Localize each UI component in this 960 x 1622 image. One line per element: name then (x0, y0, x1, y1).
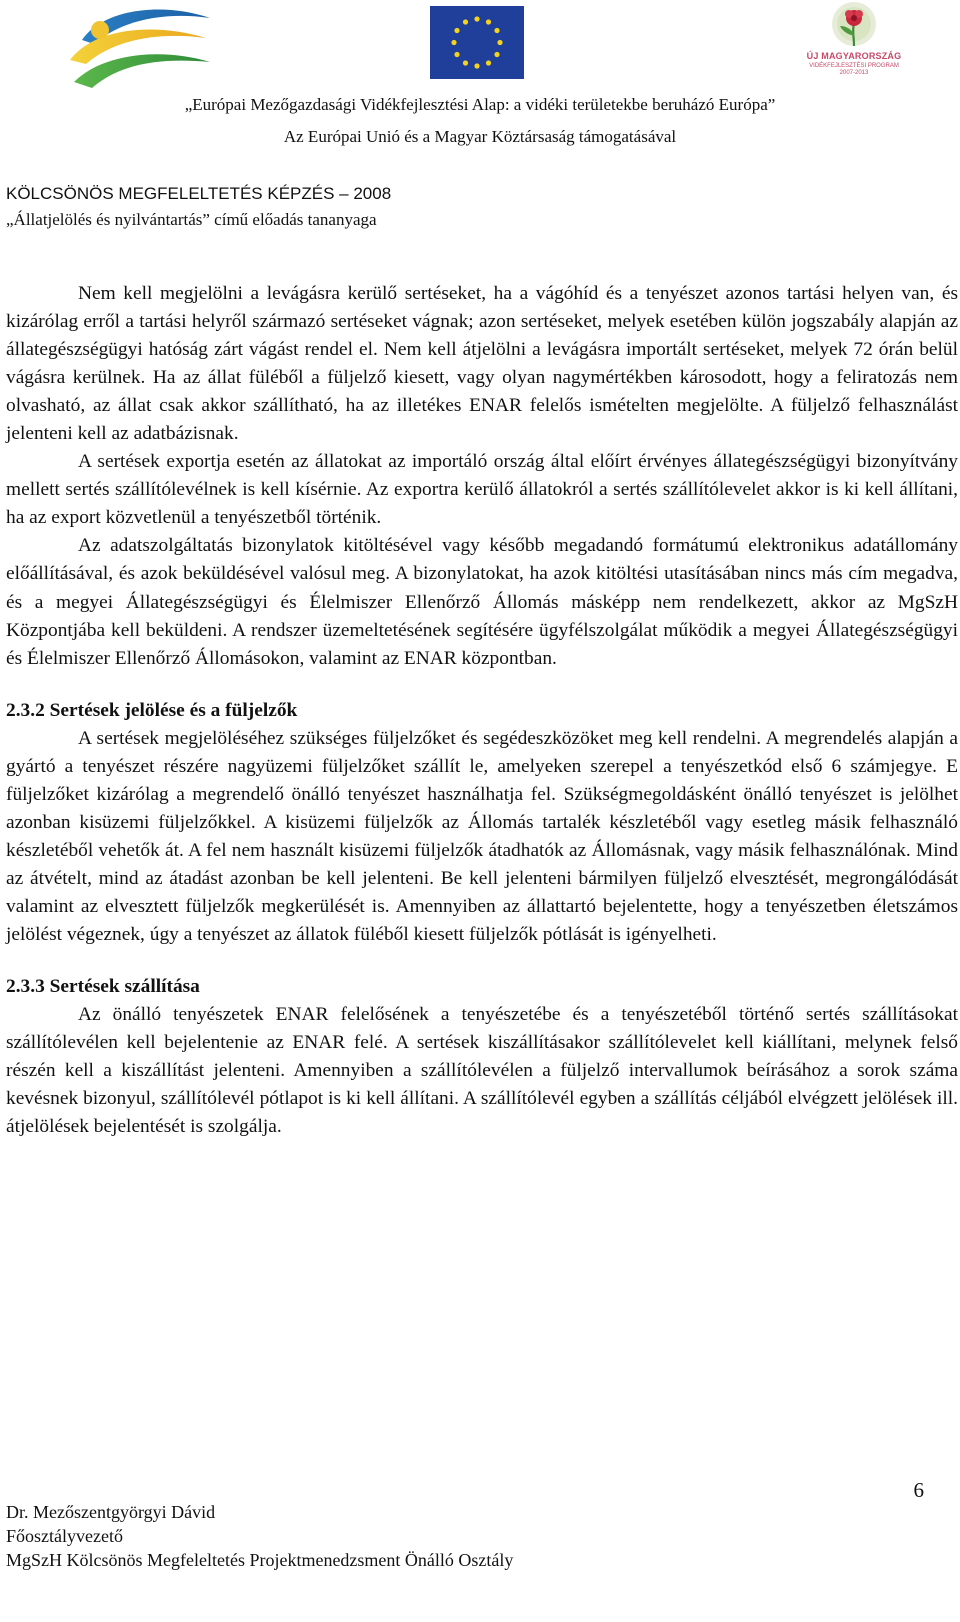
leader-program-logo (64, 0, 214, 92)
course-title: KÖLCSÖNÖS MEGFELELTETÉS KÉPZÉS – 2008 (6, 184, 392, 203)
logo-caption-subtitle: VIDÉKFEJLESZTÉSI PROGRAM (809, 63, 899, 69)
paragraph: A sertések exportja esetén az állatokat az importáló ország által előírt érvényes állategészségügyi bizonyítvány mellett sertés szállítólevélnek is kell kísérnie. Az exportra kerülő állatokról a sertés szállítólevelet akkor is ki kell állítani, ha az export közvetlenül a tenyészetből történik. (6, 451, 958, 529)
footer (6, 1500, 513, 1572)
footer-author: Dr. Mezőszentgyörgyi Dávid (6, 1502, 216, 1522)
section-heading-233: 2.3.3 Sertések szállítása (6, 976, 200, 998)
logo-caption (800, 52, 908, 76)
support-line: Az Európai Unió és a Magyar Köztársaság támogatásával (283, 127, 677, 146)
paragraph: Az adatszolgáltatás bizonylatok kitöltésével vagy később megadandó formátumú elektronikus adatállomány előállításával, és azok beküldésével valósul meg. A bizonylatokat, ha azok kitöltési utasításában nincs más cím megadva, és a megyei Állategészségügyi és Élelmiszer Ellenőrző Állomás másképp nem rendelkezett, akkor az MgSzH Központjába kell beküldeni. A rendszer üzemeltetésének segítésére ügyfélszolgálat működik a megyei Állategészségügyi és Élelmiszer Ellenőrző Állomásokon, valamint az ENAR központban. (6, 535, 958, 669)
uj-magyarorszag-logo (800, 0, 908, 82)
paragraph: Az önálló tenyészetek ENAR felelősének a tenyészetébe és a tenyészetéből történő sertés szállításokat szállítólevélen kell bejelentenie az ENAR felé. A sertések kiszállításakor szállítólevelet kell kiállítani, melynek felső részén kell a kiszállítást jelenteni. Amennyiben a szállítólevélen a füljelző intervallumok beírásához a sorok száma kevésnek bizonyul, szállítólevél pótlapot is ki kell állítani. A szállítólevél egyben a szállítás céljából elvégzett jelölések ill. átjelölések bejelentését is szolgálja. (6, 1004, 958, 1138)
eu-flag-logo (430, 6, 524, 79)
footer-position: Főosztályvezető (6, 1526, 123, 1546)
lecture-title: „Állatjelölés és nyilvántartás” című előadás tananyaga (6, 210, 377, 229)
fund-line: „Európai Mezőgazdasági Vidékfejlesztési Alap: a vidéki területekbe beruházó Európa” (184, 95, 776, 114)
section-heading-232: 2.3.2 Sertések jelölése és a füljelzők (6, 699, 298, 721)
page-number: 6 (913, 1478, 924, 1502)
document-body (6, 280, 958, 1141)
logo-caption-title: ÚJ MAGYARORSZÁG (806, 51, 902, 61)
logo-caption-years: 2007-2013 (839, 70, 869, 76)
footer-department: MgSzH Kölcsönös Megfeleltetés Projektmenedzsment Önálló Osztály (6, 1550, 514, 1570)
paragraph: A sertések megjelöléséhez szükséges füljelzőket és segédeszközöket meg kell rendelni. A megrendelés alapján a gyártó a tenyészet részére nagyüzemi füljelzőket szállít le, amelyeken szerepel a tenyészetkód első 6 számjegye. E füljelzőket kizárólag a megrendelő önálló tenyészet használhatja fel. Szükségmegoldásként önálló tenyészet is jelölhet azonban kisüzemi füljelzőkkel. A kisüzemi füljelzők az Állomás tartalék készletéből vagy esetleg másik felhasználó készletéből vehetők át. A fel nem használt kisüzemi füljelzők átadhatók az Állomásnak, vagy másik felhasználónak. Mind az átvételt, mind az átadást azonban be kell jelenteni. Be kell jelenteni bármilyen füljelző elvesztését, megrongálódását valamint az elvesztett füljelzők megkerülését is. Amennyiben az állattartó bejelentette, hogy a tenyészetben életszámos jelölést végeznek, úgy a tenyészet az állatok füléből kiesett füljelzők pótlását is igényelheti. (6, 727, 958, 946)
paragraph: Nem kell megjelölni a levágásra kerülő sertéseket, ha a vágóhíd és a tenyészet azonos tartási helyen van, és kizárólag erről a tartási helyről származó sertéseket vágnak; azon sertéseket, melyek esetében külön jogszabály alapján az állategészségügyi hatóság zárt vágást rendel el. Nem kell átjelölni a levágásra importált sertéseket, melyek 72 órán belül vágásra kerülnek. Ha az állat füléből a füljelző kiesett, vagy olyan nagymértékben károsodott, hogy a feliratozás nem olvasható, az állat csak akkor szállítható, ha az illetékes ENAR felelős ismételten megjelölte. A füljelző felhasználást jelenteni kell az adatbázisnak. (6, 283, 958, 445)
flower-emblem-icon (800, 0, 908, 52)
